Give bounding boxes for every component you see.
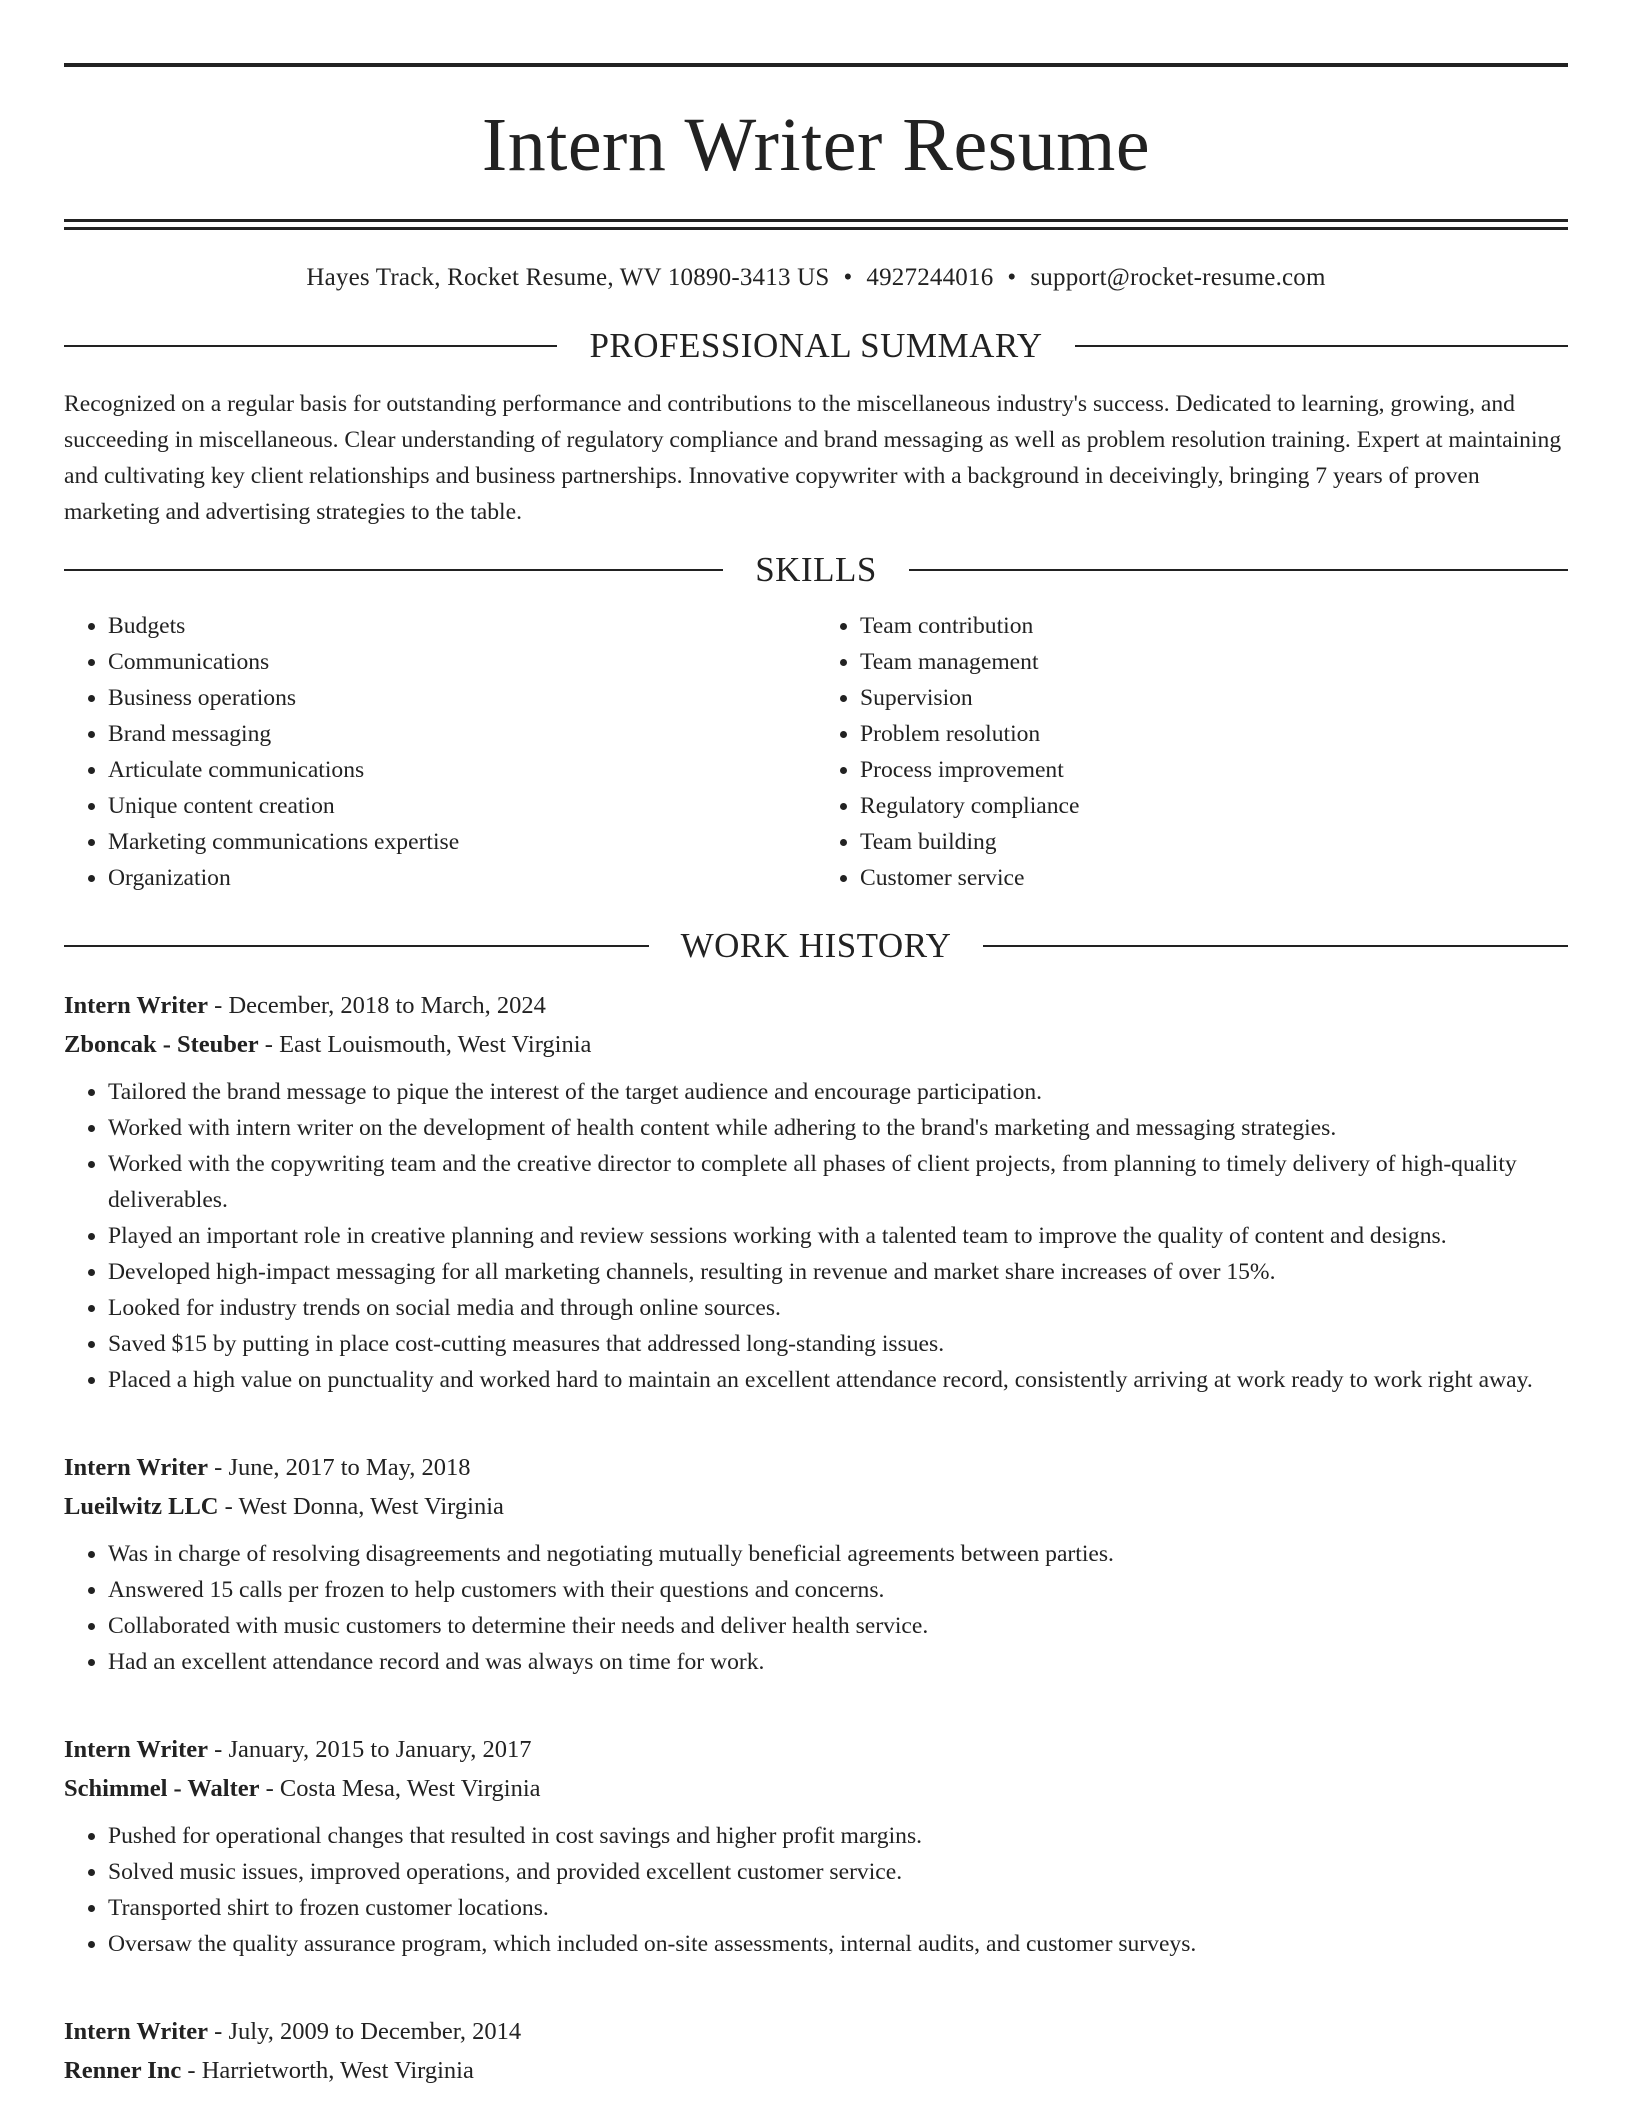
job-company: Zboncak - Steuber [64, 1031, 259, 1058]
job-bullet: • Collaborated with music customers to determine their needs and deliver health service. [108, 1608, 1568, 1644]
job-bullet: • Worked with intern writer on the development of health content while adhering to the brand's marketing and messaging strategies. [108, 1110, 1568, 1146]
job-title: Intern Writer [64, 1736, 209, 1763]
skill-item: • Process improvement [860, 752, 1568, 788]
skill-item: • Supervision [860, 680, 1568, 716]
job-bullet: • Solved music issues, improved operations, and provided excellent customer service. [108, 1854, 1568, 1890]
job-dates: - January, 2015 to January, 2017 [208, 1736, 532, 1763]
job-entry [64, 1730, 1568, 1962]
heading-rule-right [1075, 345, 1568, 347]
skills-columns [64, 608, 1568, 896]
page-title: Intern Writer Resume [481, 103, 1151, 187]
job-location: - East Louismouth, West Virginia [258, 1031, 592, 1058]
job-title-line [64, 986, 1568, 1025]
heading-rule-right [909, 569, 1568, 571]
title-double-rule [64, 219, 1568, 230]
skills-list-left [64, 608, 816, 896]
job-title: Intern Writer [64, 2018, 209, 2045]
job-entry [64, 986, 1568, 1398]
skills-list-right [816, 608, 1568, 896]
skill-item: • Brand messaging [108, 716, 816, 752]
job-bullet: • Had an excellent attendance record and was always on time for work. [108, 1644, 1568, 1680]
job-title: Intern Writer [64, 992, 209, 1019]
summary-heading-label: PROFESSIONAL SUMMARY [589, 326, 1043, 365]
job-title-line [64, 1448, 1568, 1487]
skill-item: • Team building [860, 824, 1568, 860]
resume-page [64, 0, 1568, 2112]
job-bullet: • Answered 15 calls per frozen to help customers with their questions and concerns. [108, 1572, 1568, 1608]
job-bullets [64, 1536, 1568, 1680]
work-heading-label: WORK HISTORY [680, 926, 952, 965]
job-company-line [64, 2051, 1568, 2090]
job-entry [64, 2012, 1568, 2090]
skill-item: • Unique content creation [108, 788, 816, 824]
job-entry [64, 1448, 1568, 1680]
skill-item: • Budgets [108, 608, 816, 644]
job-company: Schimmel - Walter [64, 1775, 260, 1802]
skill-item: • Business operations [108, 680, 816, 716]
job-bullet: • Pushed for operational changes that resulted in cost savings and higher profit margins. [108, 1818, 1568, 1854]
job-title: Intern Writer [64, 1454, 209, 1481]
job-company-line [64, 1487, 1568, 1526]
job-bullet: • Tailored the brand message to pique the interest of the target audience and encourage participation. [108, 1074, 1568, 1110]
skill-item: • Team contribution [860, 608, 1568, 644]
skill-item: • Team management [860, 644, 1568, 680]
heading-rule-right [983, 945, 1568, 947]
skill-item: • Customer service [860, 860, 1568, 896]
job-location: - West Donna, West Virginia [218, 1493, 504, 1520]
job-location: - Costa Mesa, West Virginia [259, 1775, 541, 1802]
job-bullet: • Oversaw the quality assurance program, which included on-site assessments, internal audits, and customer surveys. [108, 1926, 1568, 1962]
job-bullets [64, 1074, 1568, 1398]
contact-email[interactable]: support@rocket-resume.com [1030, 264, 1326, 291]
skills-heading-label: SKILLS [755, 550, 877, 589]
job-location: - Harrietworth, West Virginia [181, 2057, 474, 2084]
job-bullet: • Worked with the copywriting team and the creative director to complete all phases of client projects, from planning to timely delivery of high-quality deliverables. [108, 1146, 1568, 1218]
job-company: Lueilwitz LLC [64, 1493, 219, 1520]
job-bullets [64, 1818, 1568, 1962]
job-bullet: • Looked for industry trends on social media and through online sources. [108, 1290, 1568, 1326]
job-title-line [64, 2012, 1568, 2051]
skill-item: • Marketing communications expertise [108, 824, 816, 860]
contact-separator: • [1007, 264, 1017, 291]
job-title-line [64, 1730, 1568, 1769]
work-heading [64, 926, 1568, 966]
skill-item: • Problem resolution [860, 716, 1568, 752]
job-bullet: • Placed a high value on punctuality and worked hard to maintain an excellent attendance record, consistently arriving at work ready to work right away. [108, 1362, 1568, 1398]
skill-item: • Communications [108, 644, 816, 680]
job-bullet: • Developed high-impact messaging for all marketing channels, resulting in revenue and market share increases of over 15%. [108, 1254, 1568, 1290]
heading-rule-left [64, 945, 649, 947]
job-company: Renner Inc [64, 2057, 182, 2084]
skill-item: • Regulatory compliance [860, 788, 1568, 824]
job-bullet: • Transported shirt to frozen customer locations. [108, 1890, 1568, 1926]
job-dates: - June, 2017 to May, 2018 [208, 1454, 471, 1481]
contact-separator: • [843, 264, 853, 291]
job-bullet: • Saved $15 by putting in place cost-cutting measures that addressed long-standing issues. [108, 1326, 1568, 1362]
contact-phone: 4927244016 [866, 264, 994, 291]
heading-rule-left [64, 569, 723, 571]
job-dates: - July, 2009 to December, 2014 [208, 2018, 522, 2045]
job-dates: - December, 2018 to March, 2024 [208, 992, 546, 1019]
job-company-line [64, 1769, 1568, 1808]
skill-item: • Articulate communications [108, 752, 816, 788]
skills-heading [64, 550, 1568, 590]
contact-line [64, 264, 1568, 292]
contact-address: Hayes Track, Rocket Resume, WV 10890-3413 US [306, 264, 830, 291]
skill-item: • Organization [108, 860, 816, 896]
job-bullet: • Was in charge of resolving disagreements and negotiating mutually beneficial agreements between parties. [108, 1536, 1568, 1572]
top-rule [64, 63, 1568, 67]
heading-rule-left [64, 345, 557, 347]
job-company-line [64, 1025, 1568, 1064]
summary-text: Recognized on a regular basis for outstanding performance and contributions to the miscellaneous industry's success. Dedicated to learning, growing, and succeeding in miscellaneous. Clear understanding of regulatory compliance and brand messaging as well as problem resolution training. Expert at maintaining and cultivating key client relationships and business partnerships. Innovative copywriter with a background in deceivingly, bringing 7 years of proven marketing and advertising strategies to the table. [64, 391, 1562, 525]
summary-heading [64, 326, 1568, 366]
job-bullet: • Played an important role in creative planning and review sessions working with a talented team to improve the quality of content and designs. [108, 1218, 1568, 1254]
